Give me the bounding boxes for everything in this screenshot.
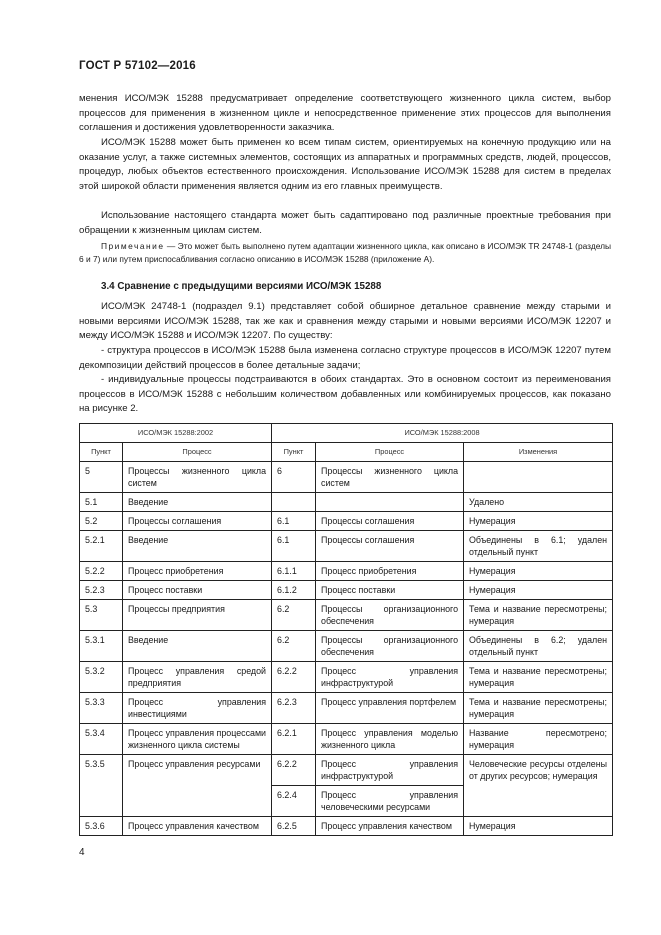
cell-changes	[464, 462, 613, 493]
header-changes: Изменения	[464, 443, 613, 462]
cell-old-process: Введение	[123, 531, 272, 562]
cell-new-process: Процесс приобретения	[316, 562, 464, 581]
paragraph-structure-change: - структура процессов в ИСО/МЭК 15288 была изменена согласно структуре процессов в ИСО/МЭК 12207 путем декомпозиции действий процессов в более детальные задачи;	[79, 345, 611, 371]
cell-old-point: 5.2.2	[80, 562, 123, 581]
table-row	[80, 512, 613, 531]
table-row	[80, 581, 613, 600]
table-row	[80, 631, 613, 662]
cell-new-process: Процесс поставки	[316, 581, 464, 600]
table-row	[80, 724, 613, 755]
cell-changes: Нумерация	[464, 581, 613, 600]
cell-new-point: 6.1	[272, 512, 316, 531]
cell-old-point: 5.3.5	[80, 755, 123, 817]
table-row	[80, 662, 613, 693]
cell-changes: Нумерация	[464, 562, 613, 581]
cell-new-point: 6.2.4	[272, 786, 316, 817]
table-row	[80, 600, 613, 631]
header-group-old: ИСО/МЭК 15288:2002	[80, 424, 272, 443]
page-number: 4	[79, 847, 85, 858]
header-process-new: Процесс	[316, 443, 464, 462]
cell-old-process: Процессы соглашения	[123, 512, 272, 531]
cell-old-process: Процессы предприятия	[123, 600, 272, 631]
cell-new-point: 6	[272, 462, 316, 493]
cell-new-process: Процесс управления качеством	[316, 817, 464, 836]
cell-new-point: 6.2.5	[272, 817, 316, 836]
header-point-old: Пункт	[80, 443, 123, 462]
cell-new-point: 6.1.2	[272, 581, 316, 600]
note-text: — Это может быть выполнено путем адаптации жизненного цикла, как описано в ИСО/МЭК TR 24748-1 (разделы 6 и 7) или путем приспосабливания согласно описанию в ИСО/МЭК 15288 (приложение А).	[79, 241, 611, 265]
cell-changes: Объединены в 6.2; удален отдельный пункт	[464, 631, 613, 662]
cell-new-process: Процессы организационного обеспечения	[316, 600, 464, 631]
table-row	[80, 462, 613, 493]
table-row	[80, 693, 613, 724]
cell-changes: Нумерация	[464, 512, 613, 531]
header-group-new: ИСО/МЭК 15288:2008	[272, 424, 613, 443]
cell-new-process: Процесс управления человеческими ресурсами	[316, 786, 464, 817]
cell-old-process: Процесс приобретения	[123, 562, 272, 581]
cell-old-point: 5.3.2	[80, 662, 123, 693]
cell-old-point: 5.3.1	[80, 631, 123, 662]
cell-new-point: 6.2.1	[272, 724, 316, 755]
note-label: Примечание	[101, 241, 165, 251]
paragraph-lifecycle-application: менения ИСО/МЭК 15288 предусматривает определение соответствующего жизненного цикла систем, выбор процессов для применения в жизненном цикле и непосредственное применение этих процессов для выполнения соглашения и достижения удовлетворенности заказчика.	[79, 93, 611, 134]
cell-old-process: Процессы жизненного цикла систем	[123, 462, 272, 493]
cell-new-process: Процесс управления портфелем	[316, 693, 464, 724]
cell-old-point: 5.3.4	[80, 724, 123, 755]
cell-new-point: 6.2	[272, 600, 316, 631]
cell-changes: Человеческие ресурсы отделены от других ресурсов; нумерация	[464, 755, 613, 817]
cell-changes: Тема и название пересмотрены; нумерация	[464, 693, 613, 724]
cell-old-point: 5.3.3	[80, 693, 123, 724]
cell-new-point: 6.2.3	[272, 693, 316, 724]
cell-old-process: Процесс поставки	[123, 581, 272, 600]
cell-changes: Название пересмотрено; нумерация	[464, 724, 613, 755]
cell-changes: Нумерация	[464, 817, 613, 836]
header-point-new: Пункт	[272, 443, 316, 462]
cell-old-process: Процесс управления качеством	[123, 817, 272, 836]
cell-changes: Удалено	[464, 493, 613, 512]
cell-new-process	[316, 493, 464, 512]
paragraph-adaptation: Использование настоящего стандарта может быть садаптировано под различные проектные требования при обращении к жизненным циклам систем.	[79, 210, 611, 236]
cell-new-process: Процессы жизненного цикла систем	[316, 462, 464, 493]
cell-changes: Объединены в 6.1; удален отдельный пункт	[464, 531, 613, 562]
cell-old-process: Процесс управления инвестициями	[123, 693, 272, 724]
cell-old-point: 5.3.6	[80, 817, 123, 836]
cell-old-process: Введение	[123, 493, 272, 512]
cell-old-point: 5.1	[80, 493, 123, 512]
cell-old-point: 5.2.3	[80, 581, 123, 600]
paragraph-system-types: ИСО/МЭК 15288 может быть применен ко всем типам систем, ориентируемых на конечную продукцию или на оказание услуг, а также системных элементов, состоящих из аппаратных и программных средств, людей, процессов, процедур, любых объектов естественного происхождения. Использование ИСО/МЭК 15288 для систем в пределах этой широкой области применения является одним из его главных преимуществ.	[79, 137, 611, 192]
table-row	[80, 562, 613, 581]
cell-new-process: Процессы соглашения	[316, 512, 464, 531]
cell-old-point: 5.2	[80, 512, 123, 531]
cell-old-process: Процесс управления процессами жизненного цикла системы	[123, 724, 272, 755]
table-row	[80, 817, 613, 836]
cell-new-process: Процессы организационного обеспечения	[316, 631, 464, 662]
document-header: ГОСТ Р 57102—2016	[79, 60, 196, 72]
cell-new-process: Процесс управления инфраструктурой	[316, 662, 464, 693]
cell-old-process: Процесс управления ресурсами	[123, 755, 272, 817]
comparison-table	[79, 423, 613, 836]
cell-changes: Тема и название пересмотрены; нумерация	[464, 600, 613, 631]
cell-new-point: 6.2.2	[272, 755, 316, 786]
cell-new-point: 6.1	[272, 531, 316, 562]
cell-new-point	[272, 493, 316, 512]
cell-old-process: Процесс управления средой предприятия	[123, 662, 272, 693]
cell-old-point: 5.2.1	[80, 531, 123, 562]
paragraph-individual-processes: - индивидуальные процессы подстраиваются в обоих стандартах. Это в основном состоит из переименования процессов в ИСО/МЭК 15288 с небольшим количеством добавленных или комбинируемых процессов, как показано на рисунке 2.	[79, 374, 611, 415]
table-row	[80, 755, 613, 786]
paragraph-comparison: ИСО/МЭК 24748-1 (подраздел 9.1) представляет собой обширное детальное сравнение между старыми и новыми версиями ИСО/МЭК 15288, так же как и сравнения между старыми и новыми версиями ИСО/МЭК 12207 и между ИСО/МЭК 15288 и ИСО/МЭК 12207. По существу:	[79, 301, 611, 342]
cell-old-process: Введение	[123, 631, 272, 662]
table-row	[80, 531, 613, 562]
cell-new-process: Процессы соглашения	[316, 531, 464, 562]
cell-new-point: 6.2	[272, 631, 316, 662]
cell-changes: Тема и название пересмотрены; нумерация	[464, 662, 613, 693]
cell-new-process: Процесс управления моделью жизненного цикла	[316, 724, 464, 755]
cell-new-point: 6.2.2	[272, 662, 316, 693]
header-process-old: Процесс	[123, 443, 272, 462]
section-heading-3-4: 3.4 Сравнение с предыдущими версиями ИСО/МЭК 15288	[101, 281, 382, 292]
cell-old-point: 5.3	[80, 600, 123, 631]
cell-old-point: 5	[80, 462, 123, 493]
cell-new-process: Процесс управления инфраструктурой	[316, 755, 464, 786]
table-row	[80, 493, 613, 512]
cell-new-point: 6.1.1	[272, 562, 316, 581]
note	[79, 240, 611, 266]
